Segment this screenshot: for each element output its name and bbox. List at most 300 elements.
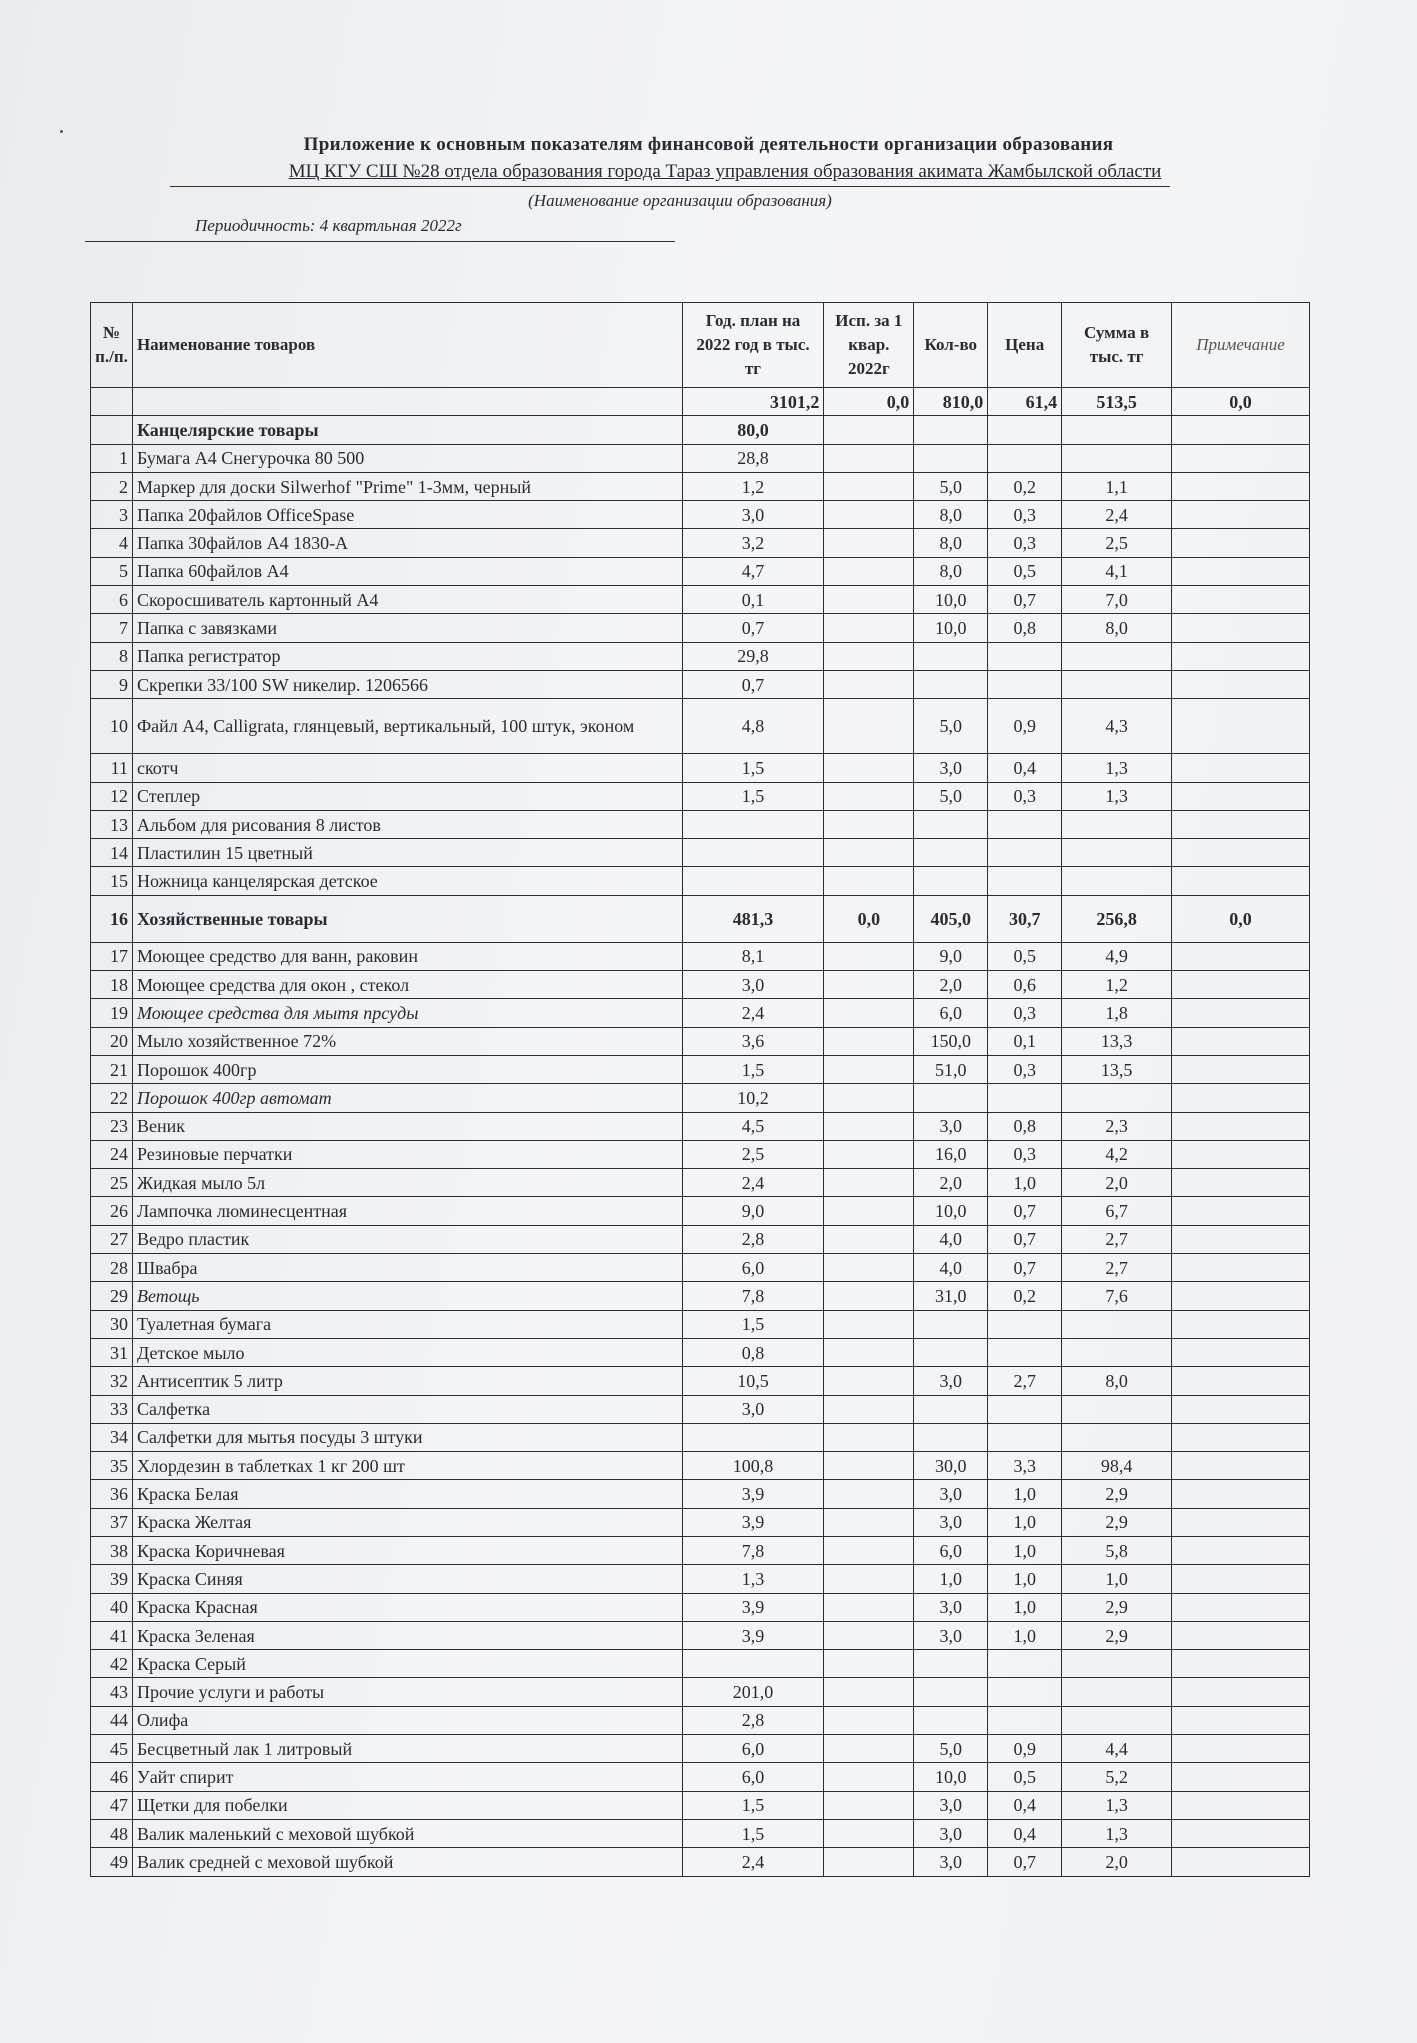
row-number: 13 [91, 810, 133, 838]
plan-cell: 1,5 [682, 754, 824, 782]
used-cell [824, 1310, 914, 1338]
item-name: Уайт спирит [132, 1763, 682, 1791]
used-cell [824, 1027, 914, 1055]
used-cell [824, 839, 914, 867]
item-name: Моющее средство для ванн, раковин [132, 942, 682, 970]
plan-cell: 7,8 [682, 1536, 824, 1564]
table-row [91, 1395, 1310, 1423]
sum-cell: 1,3 [1062, 1791, 1172, 1819]
table-row [91, 1791, 1310, 1819]
qty-cell: 150,0 [914, 1027, 988, 1055]
item-name: Салфетка [132, 1395, 682, 1423]
item-name: Валик маленький с меховой шубкой [132, 1819, 682, 1847]
price-cell [988, 670, 1062, 698]
plan-cell: 9,0 [682, 1197, 824, 1225]
qty-cell [914, 642, 988, 670]
qty-cell: 3,0 [914, 1621, 988, 1649]
note-cell [1172, 839, 1310, 867]
plan-cell: 3,0 [682, 971, 824, 999]
qty-cell: 10,0 [914, 1763, 988, 1791]
plan-cell: 1,5 [682, 1791, 824, 1819]
totals-used: 0,0 [824, 388, 914, 416]
item-name: Папка с завязками [132, 614, 682, 642]
qty-cell [914, 1338, 988, 1366]
table-row [91, 1140, 1310, 1168]
row-number: 22 [91, 1084, 133, 1112]
item-name: Ветощь [132, 1282, 682, 1310]
item-name: Краска Желтая [132, 1508, 682, 1536]
plan-cell: 2,4 [682, 1848, 824, 1876]
note-cell [1172, 999, 1310, 1027]
sum-cell [1062, 810, 1172, 838]
plan-cell: 2,8 [682, 1706, 824, 1734]
qty-cell: 3,0 [914, 1367, 988, 1395]
table-row [91, 1197, 1310, 1225]
used-cell [824, 1819, 914, 1847]
table-row [91, 1027, 1310, 1055]
plan-cell: 0,7 [682, 670, 824, 698]
table-row [91, 1819, 1310, 1847]
sum-cell: 7,0 [1062, 586, 1172, 614]
qty-cell: 3,0 [914, 1791, 988, 1819]
price-cell: 3,3 [988, 1452, 1062, 1480]
note-cell [1172, 1593, 1310, 1621]
row-number: 38 [91, 1536, 133, 1564]
price-cell [988, 1084, 1062, 1112]
note-cell [1172, 1423, 1310, 1451]
row-number: 41 [91, 1621, 133, 1649]
price-cell: 0,3 [988, 999, 1062, 1027]
sum-cell: 4,9 [1062, 942, 1172, 970]
plan-cell: 4,5 [682, 1112, 824, 1140]
sum-cell: 2,5 [1062, 529, 1172, 557]
price-cell: 0,2 [988, 472, 1062, 500]
note-cell [1172, 529, 1310, 557]
note-cell [1172, 867, 1310, 895]
plan-cell: 0,1 [682, 586, 824, 614]
row-number: 1 [91, 444, 133, 472]
used-cell [824, 1055, 914, 1083]
col-header-note: Примечание [1172, 303, 1310, 388]
item-name: Жидкая мыло 5л [132, 1169, 682, 1197]
note-cell [1172, 942, 1310, 970]
item-name: Краска Коричневая [132, 1536, 682, 1564]
item-name: Бумага А4 Снегурочка 80 500 [132, 444, 682, 472]
used-cell [824, 642, 914, 670]
price-cell [988, 839, 1062, 867]
qty-cell [914, 867, 988, 895]
qty-cell: 5,0 [914, 699, 988, 754]
sum-cell: 1,1 [1062, 472, 1172, 500]
sum-cell: 2,9 [1062, 1593, 1172, 1621]
row-number: 23 [91, 1112, 133, 1140]
plan-cell: 3,9 [682, 1621, 824, 1649]
price-cell: 0,4 [988, 1791, 1062, 1819]
plan-cell: 6,0 [682, 1254, 824, 1282]
note-cell [1172, 1678, 1310, 1706]
empty-cell [914, 416, 988, 444]
item-name: Ножница канцелярская детское [132, 867, 682, 895]
qty-cell [914, 1706, 988, 1734]
table-row [91, 501, 1310, 529]
table-row [91, 529, 1310, 557]
item-name: Антисептик 5 литр [132, 1367, 682, 1395]
totals-note: 0,0 [1172, 388, 1310, 416]
plan-cell: 3,6 [682, 1027, 824, 1055]
note-cell [1172, 614, 1310, 642]
sum-cell: 4,4 [1062, 1735, 1172, 1763]
price-cell [988, 444, 1062, 472]
item-name: Резиновые перчатки [132, 1140, 682, 1168]
row-number: 21 [91, 1055, 133, 1083]
used-cell [824, 444, 914, 472]
used-cell [824, 754, 914, 782]
sum-cell [1062, 670, 1172, 698]
note-cell [1172, 642, 1310, 670]
used-cell [824, 670, 914, 698]
row-number: 45 [91, 1735, 133, 1763]
table-row [91, 1848, 1310, 1876]
empty-cell [824, 416, 914, 444]
note-cell [1172, 557, 1310, 585]
empty-cell [1062, 416, 1172, 444]
row-number: 36 [91, 1480, 133, 1508]
price-cell: 0,3 [988, 1055, 1062, 1083]
note-cell [1172, 1225, 1310, 1253]
row-number: 20 [91, 1027, 133, 1055]
table-row [91, 1763, 1310, 1791]
category-plan: 80,0 [682, 416, 824, 444]
price-cell [988, 1310, 1062, 1338]
price-cell: 1,0 [988, 1565, 1062, 1593]
row-number: 26 [91, 1197, 133, 1225]
underline-rule [85, 241, 675, 242]
table-row [91, 586, 1310, 614]
sum-cell [1062, 1706, 1172, 1734]
table-row [91, 472, 1310, 500]
used-cell [824, 971, 914, 999]
note-cell [1172, 1848, 1310, 1876]
used-cell [824, 1367, 914, 1395]
used-cell [824, 1763, 914, 1791]
note-cell [1172, 1706, 1310, 1734]
note-cell [1172, 472, 1310, 500]
table-row [91, 971, 1310, 999]
table-row [91, 557, 1310, 585]
item-name: Краска Серый [132, 1650, 682, 1678]
qty-cell: 3,0 [914, 1480, 988, 1508]
sum-cell: 4,3 [1062, 699, 1172, 754]
price-cell: 0,7 [988, 1225, 1062, 1253]
row-number: 32 [91, 1367, 133, 1395]
sum-cell [1062, 1423, 1172, 1451]
row-number: 12 [91, 782, 133, 810]
used-cell [824, 1565, 914, 1593]
item-name: Степлер [132, 782, 682, 810]
price-cell: 0,6 [988, 971, 1062, 999]
used-cell [824, 1621, 914, 1649]
empty-cell [988, 416, 1062, 444]
table-row [91, 1055, 1310, 1083]
qty-cell: 3,0 [914, 1848, 988, 1876]
row-number: 11 [91, 754, 133, 782]
row-number: 10 [91, 699, 133, 754]
sum-cell [1062, 444, 1172, 472]
item-name: Щетки для побелки [132, 1791, 682, 1819]
totals-num [91, 388, 133, 416]
plan-cell: 28,8 [682, 444, 824, 472]
item-name: Салфетки для мытья посуды 3 штуки [132, 1423, 682, 1451]
sum-cell: 2,0 [1062, 1169, 1172, 1197]
price-cell: 1,0 [988, 1508, 1062, 1536]
sum-cell: 1,3 [1062, 1819, 1172, 1847]
note-cell [1172, 699, 1310, 754]
item-name: Швабра [132, 1254, 682, 1282]
item-name: Краска Красная [132, 1593, 682, 1621]
row-number: 27 [91, 1225, 133, 1253]
price-cell [988, 1650, 1062, 1678]
price-cell [988, 1423, 1062, 1451]
plan-cell: 0,8 [682, 1338, 824, 1366]
organization-name: МЦ КГУ СШ №28 отдела образования города Тараз управления образования акимата Жамбылской области [288, 161, 1162, 182]
sum-cell: 2,9 [1062, 1621, 1172, 1649]
plan-cell: 3,2 [682, 529, 824, 557]
row-number: 7 [91, 614, 133, 642]
item-name: Альбом для рисования 8 листов [132, 810, 682, 838]
used-cell [824, 1395, 914, 1423]
item-name: Краска Белая [132, 1480, 682, 1508]
qty-cell: 5,0 [914, 472, 988, 500]
qty-cell: 6,0 [914, 1536, 988, 1564]
row-number: 28 [91, 1254, 133, 1282]
qty-cell: 16,0 [914, 1140, 988, 1168]
note-cell [1172, 1452, 1310, 1480]
used-cell [824, 999, 914, 1027]
note-cell: 0,0 [1172, 895, 1310, 942]
table-row [91, 1423, 1310, 1451]
used-cell [824, 1338, 914, 1366]
item-name: Хозяйственные товары [132, 895, 682, 942]
used-cell [824, 1706, 914, 1734]
note-cell [1172, 1395, 1310, 1423]
paper-speck [60, 130, 63, 133]
totals-row [91, 388, 1310, 416]
price-cell: 0,7 [988, 586, 1062, 614]
table-header-row [91, 303, 1310, 388]
table-row [91, 1338, 1310, 1366]
qty-cell: 4,0 [914, 1225, 988, 1253]
qty-cell: 5,0 [914, 1735, 988, 1763]
note-cell [1172, 444, 1310, 472]
table-row [91, 839, 1310, 867]
note-cell [1172, 1197, 1310, 1225]
row-number: 15 [91, 867, 133, 895]
item-name: Мыло хозяйственное 72% [132, 1027, 682, 1055]
col-header-plan: Год. план на 2022 год в тыс. тг [682, 303, 824, 388]
qty-cell: 8,0 [914, 529, 988, 557]
note-cell [1172, 1508, 1310, 1536]
used-cell [824, 942, 914, 970]
note-cell [1172, 1310, 1310, 1338]
sum-cell: 8,0 [1062, 614, 1172, 642]
qty-cell [914, 1423, 988, 1451]
sum-cell [1062, 839, 1172, 867]
qty-cell: 405,0 [914, 895, 988, 942]
table-row [91, 614, 1310, 642]
category-num [91, 416, 133, 444]
table-row [91, 754, 1310, 782]
plan-cell: 6,0 [682, 1735, 824, 1763]
table-row [91, 1593, 1310, 1621]
table-row [91, 1565, 1310, 1593]
row-number: 37 [91, 1508, 133, 1536]
price-cell: 0,5 [988, 557, 1062, 585]
sum-cell: 13,5 [1062, 1055, 1172, 1083]
plan-cell [682, 810, 824, 838]
row-number: 40 [91, 1593, 133, 1621]
used-cell [824, 1678, 914, 1706]
price-cell [988, 1338, 1062, 1366]
item-name: Лампочка люминесцентная [132, 1197, 682, 1225]
item-name: Валик средней с меховой шубкой [132, 1848, 682, 1876]
row-number: 48 [91, 1819, 133, 1847]
note-cell [1172, 782, 1310, 810]
table-row [91, 1706, 1310, 1734]
note-cell [1172, 670, 1310, 698]
table-row [91, 1112, 1310, 1140]
qty-cell [914, 1678, 988, 1706]
plan-cell: 2,5 [682, 1140, 824, 1168]
note-cell [1172, 1140, 1310, 1168]
note-cell [1172, 586, 1310, 614]
row-number: 39 [91, 1565, 133, 1593]
qty-cell [914, 1084, 988, 1112]
qty-cell: 51,0 [914, 1055, 988, 1083]
note-cell [1172, 1254, 1310, 1282]
qty-cell: 3,0 [914, 754, 988, 782]
sum-cell: 256,8 [1062, 895, 1172, 942]
qty-cell: 1,0 [914, 1565, 988, 1593]
sum-cell: 2,3 [1062, 1112, 1172, 1140]
price-cell: 1,0 [988, 1169, 1062, 1197]
price-cell: 0,4 [988, 1819, 1062, 1847]
used-cell [824, 1112, 914, 1140]
price-cell: 1,0 [988, 1480, 1062, 1508]
qty-cell: 2,0 [914, 1169, 988, 1197]
item-name: Ведро пластик [132, 1225, 682, 1253]
used-cell [824, 1848, 914, 1876]
row-number: 30 [91, 1310, 133, 1338]
plan-cell [682, 839, 824, 867]
item-name: Прочие услуги и работы [132, 1678, 682, 1706]
table-row [91, 1084, 1310, 1112]
used-cell [824, 1508, 914, 1536]
qty-cell [914, 1395, 988, 1423]
price-cell: 0,5 [988, 1763, 1062, 1791]
table-row [91, 810, 1310, 838]
used-cell [824, 1423, 914, 1451]
row-number: 24 [91, 1140, 133, 1168]
plan-cell [682, 1650, 824, 1678]
table-row [91, 444, 1310, 472]
price-cell: 0,3 [988, 782, 1062, 810]
row-number: 42 [91, 1650, 133, 1678]
empty-cell [1172, 416, 1310, 444]
col-header-price: Цена [988, 303, 1062, 388]
item-name: Веник [132, 1112, 682, 1140]
table-row [91, 1282, 1310, 1310]
plan-cell: 1,5 [682, 1310, 824, 1338]
sum-cell: 1,3 [1062, 782, 1172, 810]
totals-plan: 3101,2 [682, 388, 824, 416]
sum-cell: 6,7 [1062, 1197, 1172, 1225]
row-number: 3 [91, 501, 133, 529]
price-cell [988, 642, 1062, 670]
item-name: Файл А4, Calligrata, глянцевый, вертикальный, 100 штук, эконом [132, 699, 682, 754]
row-number: 44 [91, 1706, 133, 1734]
col-header-num: № п./п. [91, 303, 133, 388]
table-row [91, 867, 1310, 895]
used-cell [824, 1084, 914, 1112]
used-cell [824, 1225, 914, 1253]
row-number: 8 [91, 642, 133, 670]
totals-name [132, 388, 682, 416]
used-cell [824, 1169, 914, 1197]
table-row [91, 1452, 1310, 1480]
category-row-office [91, 416, 1310, 444]
item-name: Скоросшиватель картонный А4 [132, 586, 682, 614]
item-name: Папка 30файлов А4 1830-А [132, 529, 682, 557]
plan-cell: 4,8 [682, 699, 824, 754]
price-cell [988, 1678, 1062, 1706]
used-cell [824, 1282, 914, 1310]
qty-cell [914, 444, 988, 472]
table-row [91, 942, 1310, 970]
row-number: 9 [91, 670, 133, 698]
qty-cell: 30,0 [914, 1452, 988, 1480]
plan-cell [682, 867, 824, 895]
note-cell [1172, 1338, 1310, 1366]
underline-rule [170, 186, 1170, 187]
sum-cell: 1,8 [1062, 999, 1172, 1027]
note-cell [1172, 810, 1310, 838]
qty-cell: 10,0 [914, 614, 988, 642]
item-name: Краска Зеленая [132, 1621, 682, 1649]
sum-cell: 2,9 [1062, 1508, 1172, 1536]
qty-cell: 8,0 [914, 557, 988, 585]
note-cell [1172, 1763, 1310, 1791]
used-cell [824, 1593, 914, 1621]
sum-cell [1062, 1650, 1172, 1678]
used-cell [824, 1650, 914, 1678]
plan-cell: 1,3 [682, 1565, 824, 1593]
used-cell [824, 1791, 914, 1819]
used-cell [824, 810, 914, 838]
item-name: Пластилин 15 цветный [132, 839, 682, 867]
price-cell: 0,7 [988, 1848, 1062, 1876]
table-row [91, 895, 1310, 942]
plan-cell: 201,0 [682, 1678, 824, 1706]
item-name: Хлордезин в таблетках 1 кг 200 шт [132, 1452, 682, 1480]
item-name: Папка 20файлов OfficeSpase [132, 501, 682, 529]
table-row [91, 1254, 1310, 1282]
row-number: 6 [91, 586, 133, 614]
table-row [91, 1310, 1310, 1338]
plan-cell: 2,8 [682, 1225, 824, 1253]
plan-cell: 8,1 [682, 942, 824, 970]
price-cell: 30,7 [988, 895, 1062, 942]
item-name: Папка регистратор [132, 642, 682, 670]
